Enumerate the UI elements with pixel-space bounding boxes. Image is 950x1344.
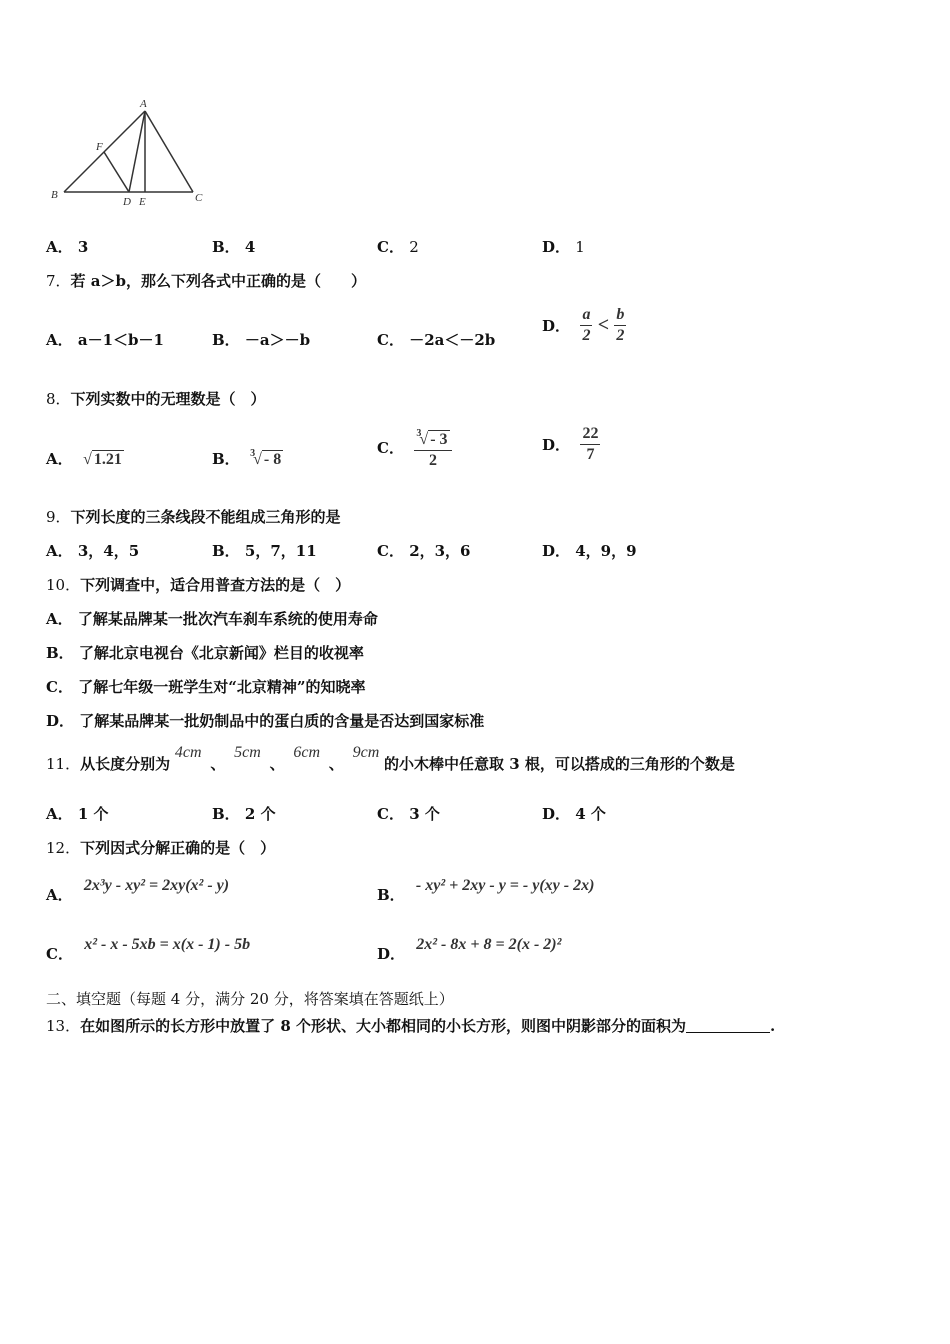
q13-stem: 13．在如图所示的长方形中放置了 8 个形状、大小都相同的小长方形，则图中阴影部分的面积为 . xyxy=(46,1017,776,1035)
segment-ad xyxy=(129,111,145,192)
q11-option-c: C． 3 个 xyxy=(377,805,440,823)
fraction-a-over-2: $\frac{a}{2}$ xyxy=(582,306,591,344)
triangle-figure xyxy=(40,95,220,215)
q7-option-c: C． －2a＜－2b xyxy=(377,331,496,349)
q11-option-a: A． 1 个 xyxy=(46,805,109,823)
q10-option-b: B． 了解北京电视台《北京新闻》栏目的收视率 xyxy=(46,644,364,662)
q7-option-a: A． a－1＜b－1 xyxy=(46,331,164,349)
q8-option-c: C． $\frac{^3√ - 3}{2}$ xyxy=(377,424,452,471)
length-4cm: 4cm xyxy=(174,744,202,761)
q7-option-d: D． $\frac{a}{2}$ < $\frac{b}{2}$ xyxy=(542,306,625,344)
q12-option-b: B． - xy² + 2xy - y = - y(xy - 2x) xyxy=(377,877,595,904)
q8-stem: 8．下列实数中的无理数是（ ） xyxy=(46,390,266,408)
q8-option-d: D． $\frac{22}{7}$ xyxy=(542,425,599,463)
q10-option-a: A． 了解某品牌某一批次汽车刹车系统的使用寿命 xyxy=(46,610,378,628)
q11-stem: 11．从长度分别为 4cm 、 5cm 、 6cm 、 9cm 的小木棒中任意取 3 根，可以搭成的三角形的个数是 xyxy=(46,744,735,773)
length-9cm: 9cm xyxy=(352,744,380,761)
q6-option-d: D． 1 xyxy=(542,238,585,256)
q7-option-b: B． －a＞－b xyxy=(212,331,311,349)
q9-option-a: A． 3，4，5 xyxy=(46,542,140,560)
q11-option-d: D． 4 个 xyxy=(542,805,606,823)
cbrt-neg-8: $^3$√ - 8 xyxy=(250,448,282,468)
q10-option-d: D． 了解某品牌某一批奶制品中的蛋白质的含量是否达到国家标准 xyxy=(46,712,485,730)
sqrt-1-21: √ 1.21 xyxy=(83,451,122,468)
side-ac xyxy=(145,111,193,192)
label-c: C xyxy=(195,192,203,204)
q9-option-b: B． 5，7，11 xyxy=(212,542,317,560)
fraction-cbrt-neg3-over-2: $\frac{^3√ - 3}{2}$ xyxy=(414,424,451,471)
label-e: E xyxy=(139,196,146,208)
q7-stem: 7．若 a＞b，那么下列各式中正确的是（ ） xyxy=(46,272,366,290)
q10-stem: 10．下列调查中，适合用普查方法的是（ ） xyxy=(46,576,351,594)
length-6cm: 6cm xyxy=(293,744,321,761)
label-f: F xyxy=(96,141,103,153)
q8-option-b: B． $^3$√ - 8 xyxy=(212,448,282,468)
side-ab xyxy=(64,111,145,192)
q6-option-c: C． 2 xyxy=(377,238,419,256)
length-5cm: 5cm xyxy=(234,744,261,761)
q10-option-c: C． 了解七年级一班学生对“北京精神”的知晓率 xyxy=(46,678,366,696)
fraction-22-over-7: $\frac{22}{7}$ xyxy=(582,425,599,463)
q12-option-a: A． 2x³y - xy² = 2xy(x² - y) xyxy=(46,877,230,904)
q11-option-b: B． 2 个 xyxy=(212,805,276,823)
q8-option-a: A． √ 1.21 xyxy=(46,450,122,468)
q9-option-c: C． 2，3，6 xyxy=(377,542,471,560)
q6-option-b: B． 4 xyxy=(212,238,256,256)
label-b: B xyxy=(51,189,58,201)
section-2-heading: 二、填空题（每题 4 分，满分 20 分，将答案填在答题纸上） xyxy=(46,990,454,1008)
q12-stem: 12．下列因式分解正确的是（ ） xyxy=(46,839,276,857)
answer-blank[interactable] xyxy=(686,1018,770,1033)
q6-option-a: A． 3 xyxy=(46,238,89,256)
label-a: A xyxy=(140,98,147,110)
segment-fd xyxy=(104,152,129,192)
q12-option-c: C． x² - x - 5xb = x(x - 1) - 5b xyxy=(46,936,251,963)
label-d: D xyxy=(123,196,131,208)
q9-option-d: D． 4，9，9 xyxy=(542,542,637,560)
q9-stem: 9．下列长度的三条线段不能组成三角形的是 xyxy=(46,508,341,526)
fraction-b-over-2: $\frac{b}{2}$ xyxy=(616,306,625,344)
q12-option-d: D． 2x² - 8x + 8 = 2(x - 2)² xyxy=(377,936,562,963)
